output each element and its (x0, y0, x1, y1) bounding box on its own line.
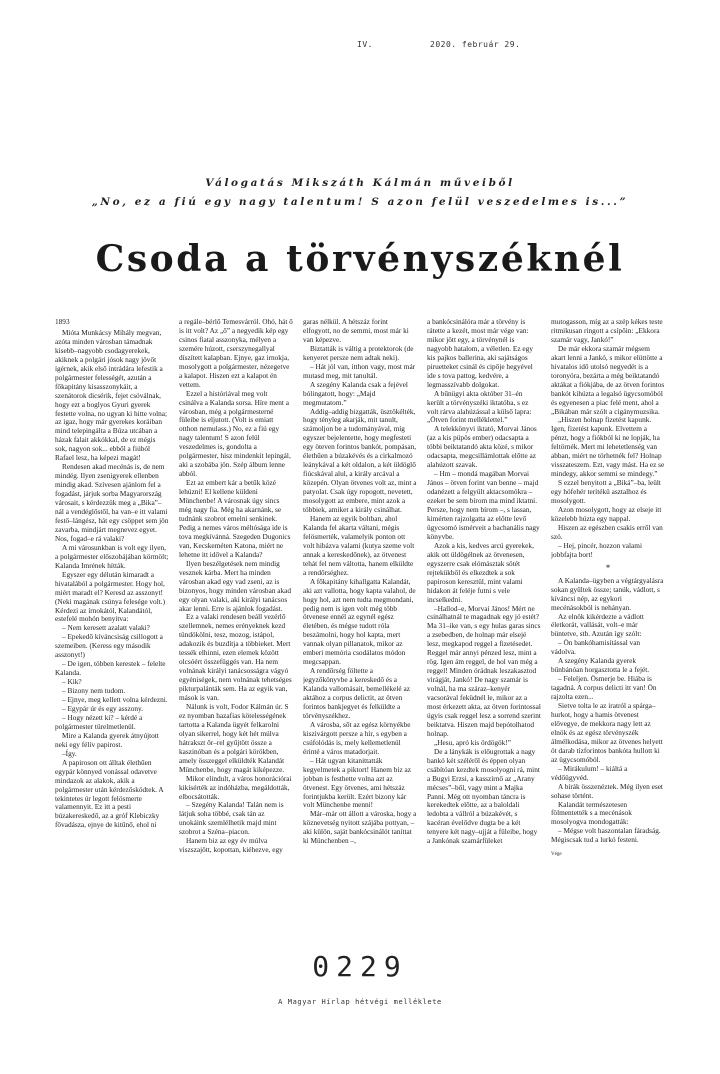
paragraph: Sietve tolta le az iratról a spárga–hurkot, hogy a hamis ötvenest elővegye, de mekkora nagy lett az elnök és az egész törvényszék álmélkodása, mikor az ötvenes helyett öt darab tízforintos bankóta hullott ki az ügycsomóból. (551, 701, 663, 764)
paragraph: Addig–addig bizgatták, üsztökélték, hogy tényleg akarják, mit tanult, számoljon be a tudományával, míg egyszer bejelentette, hogy megfesteti egy öteven forintos bankót, pompásan, élethűen a búzakévés és a cirkalmozó leánykával a két oldalon, a két üldöglő fiúcskával alul, a király arcával a közepén. Olyan ötvenes volt az, mint a patyolat. Csak úgy ropogott, nevetett, mosolygott az embere, mint azok a többiek, amiket a király csinálhat. (303, 406, 417, 515)
paragraph: – Hát jól van, itthon vagy, most már mutasd meg, mit tanultál. (303, 361, 416, 380)
article-column-1 (55, 318, 169, 930)
paragraph: – Hogy nézett ki? – kérdé a polgármester türelmetlenül. (55, 712, 143, 731)
deck-quote: „No, ez a fiú egy nagy talentum! S azon felül veszedelmes is...” (91, 196, 629, 208)
article-column-4 (427, 318, 541, 930)
paragraph: A szegény Kalanda csak a fejével bólingatott, hogy: „Majd megmutatom.” (303, 379, 408, 407)
paragraph: – Nem keresett azalatt valaki? (62, 623, 150, 633)
paragraph: A városba, sőt az egész környékbe kiszivárgott persze a hír, s egyben a csúfolódás is, mely kellemetlenül érinté a város matadorjait. (303, 719, 411, 756)
paragraph: A bűnügyi akta október 31–én került a törvényszéki iktatóba, s ez volt rárva alahúzással a külső lapra: „Ötven forint melléklettel.” (427, 388, 532, 425)
paragraph: Ezzel a históriával meg volt csinálva a Kalanda sorsa. Híre ment a városban, még a polgármesterné füleibe is eljutott. (Volt is emiatt otthon nemulass.) No, ez a fiú egy nagy talentum! S azon felül veszedelmes is, gondolta a polgármester, hisz mindenkit lepingál, aki a szobába jön. Szép álbum lenne abból. (179, 388, 291, 479)
paragraph: De már ekkora szamár mégsem akart lenni a Jankó, s mikor elüttötte a hivatalos idő utolsó negyedét is a toronyóra, bezárta a még beiktatandó aktákat a fiókjába, de az ötven forintos bankót kihúzta a legalsó ügycsomóból és egyenesen a piac felé ment, ahol a „Bikában már szólt a cigánymuzsika. (551, 343, 665, 416)
paragraph: Kalandát természetesen fölmentették s a mecénások mosolyogva mondogatták: (551, 799, 632, 827)
paragraph: „Hiszen holnap fizetést kapunk. Igen, fizetést kapunk. Elvettem a pénzt, hogy a fiókból ki ne lopják, ha feltörnék. Mert mi lehetetlenség van abban, miért ne törhetnék fel? Holnap visszateszem. Ezt, vagy mást. Ha ez se mindegy, akkor semmi se mindegy.” (551, 415, 665, 479)
paragraph: –Hallod–e, Morvai János! Mért ne csinálhatnál te magadnak egy jó estét? Ma 31–ike van, s egy hulas garas sincs a zsebedben, de holnap már elsejé lesz, megkapod reggel a fizetésedet. Reggel már annyi pénzed lesz, mint a rög. Igen ám reggel, de hol van még a reggel! Minden órádnak leszakasztod virágját, Jankó! De nagy szamár is volnál, ha ma száraz–kenyér vacsorával feküdnél le, mikor az a most érkezett akta, az ötven forintossal úgyis csak reggel lesz a sorrend szerint beiktatva. Hiszen majd bepótolhatod holnap. (427, 603, 541, 738)
paragraph: Hanem biz az egy év múlva viszszajött, kopottan, kiéhezve, egy (179, 836, 283, 855)
paragraph: – Bizony nem tudom. (62, 686, 126, 696)
article-column-3 (303, 318, 417, 930)
paragraph: – Egypár úr és egy asszony. (62, 703, 143, 713)
article-column-2 (179, 318, 293, 930)
paragraph: mutogasson, míg az a szép kékes teste ritmikusan ringott a csípőin: „Ekkora szamár vagy, Jankó!” (551, 318, 663, 344)
paragraph: Egyszer egy délután kimaradt a hivatalából a polgármester. Hogy hol, miért maradt el? Keresd az asszonyt! (Neki magának csúnya felesége volt.) Kérdezi az írnokától, Kalandától, estefelé mohón benyitva: (55, 569, 166, 624)
article-headline: Csoda a törvényszéknél (95, 238, 625, 280)
deck (0, 174, 720, 212)
issue-number: IV. (357, 40, 373, 49)
paragraph: „Hesu, apró kis ördögök!” (434, 737, 512, 747)
paragraph: A rendőrség föltette a jegyzőkönyvbe a kereskedő és a Kalanda vallomásait, bemellékelé az aktához a corpus delictit, az ötven forintos bankjegyet és felküldte a törvényszékhez. (303, 666, 410, 720)
paragraph: – Hm – mondá magában Morvai János – ötven forint van benne – majd odanézett a felgyült aktacsomókra – ezeket be sem bírom ma mind iktatni. Persze, hogy nem bírom –, s lassan, kimérten rajzolgatta az előtte levő ügycsomó ismérveit a bachanális nagy könyvbe. (427, 469, 540, 541)
paragraph: – Szegény Kalanda! Talán nem is látjuk soha többé, csak tán az unokáink szemlélhetik majd mint szobrot a Széna–piacon. (179, 800, 284, 837)
paragraph: – Hát ugyan kitanittatták kegyelmetek a piktort! Hanem biz az jobban is festhette volna azt az ötvenest. Egy ötvenes, ami hétszáz forintjukba került. Ezért bizony kár volt Münchenbe menni! (303, 755, 411, 810)
section-break-asterisk: * (605, 562, 611, 573)
paragraph: Mire a Kalanda gyerek átnyújtott neki egy félív papirost. (55, 730, 159, 749)
deck-series-title: Válogatás Mikszáth Kálmán műveiből (205, 177, 515, 189)
article-end-mark: Vége (551, 852, 562, 858)
paragraph: Azok a kis, kedves arcú gyerekek, akik ott üldögélnek az ötvenesen, egyszerre csak elómásztak sötét rejtekükből és elkezdtek a sok papiroson keresztül, mint valami hidakon át feléje futni s vele incselkedni. (427, 540, 534, 604)
paragraph: Ilyen beszélgetések nem mindig vesznek kárba. Mert ha minden városban akad egy vad zseni, az is bizonyos, hogy minden városban akad egy olyan valaki, aki királyi tanácsos akar lenni. Erre is ajánlok fogadást. (179, 558, 292, 613)
article-body (55, 318, 665, 930)
paragraph: Rendesen akad mecénás is, de nem mindég. Ilyen zsenigyerek ellenben mindig akad. Szívesen ajánlom fel a fogadást, járjuk sorba Magyarország városait, s kérdezzük meg a „Bika”–nál a vendéglőstől, ha van–e itt valami festő–lángész, hát egy csöppet sem jön zavarba, mindjárt megnevez egyet. Nos, fogad–e rá valaki? (55, 462, 169, 543)
article-year: 1893 (55, 318, 70, 326)
paragraph: A mi városunkban is volt egy ilyen, a polgármester előszobájában körmölt; Kalanda Imrének hítták. (55, 542, 169, 570)
issue-date: 2020. február 29. (430, 40, 521, 49)
paragraph: A szegény Kalanda gyerek bűnbánóan horgasztotta le a fejét. (551, 656, 650, 675)
paragraph: S ezzel benyitott a „Biká”–ba, leült egy hófehér terítékü asztalhoz és mosolygott. (551, 478, 661, 506)
paragraph: – Feleljen. Ösmerje be. Hiába is tagadná. A corpus delicti itt van! Ön rajzolta ezen... (551, 674, 657, 702)
paragraph: a bankócsinálóra már a törvény is rátette a kezét, most már vége van: mikor jött egy, a törvénynél is nagyobb hatalom, a véletlen. Ez egy kis pajkos ballerina, aki sajátságos piruetteket csinál és cipője hegyével ide s tova pattog, kedvére, a legmasszívabb dolgokat. (427, 318, 533, 389)
paragraph: – Hej, pincér, hozzon valami jobbfajta bort! (551, 540, 642, 559)
paragraph: Már–már ott állott a városka, hogy a köznevetség nyitott szájába pottyan, – aki külön, saját bankócsinálót taníttat ki Münchenben –, (303, 809, 417, 846)
paragraph: Az elnök kikérdezte a vádlott életkorát, vallását, volt–e már büntetve, stb. Azután így szólt: (551, 611, 644, 639)
paragraph: –Így. (62, 748, 77, 758)
paragraph: Azon mosolygott, hogy az elseje itt közelebb húzta egy nappal. (551, 505, 662, 523)
paragraph: garas nélkül. A hétszáz forint elfogyott, no de semmi, most már ki van képezve. (303, 318, 409, 344)
paragraph: Nálunk is volt, Fodor Kálmán úr. S ez nyomban hazafias kötelességének tartotta a Kalanda ügyét felkarolni olyan sikerrel, hogy két hét múlva hátrakszt őr–rel gyűjtött össze a kaszinóban és a polgári körökben, amely összeggel elküldték Kalandát Münchenbe, hogy magát kiképezze. (179, 701, 289, 774)
paragraph: A papiroson ott álltak élethűen egypár könnyed vonással odavetve mindazok az alakok, akik a polgármester után kérdezősködtek. A tekintetes úr legott felösmerte valamennyit. Ez itt a pesti búzakereskedő, az a gróf Klebiczky fővadásza, ejnye de kitűnő, ehol ni (55, 757, 164, 830)
paragraph: Biztatták is váltig a protektorok (de kenyeret persze nem adtak neki). (303, 343, 414, 362)
paragraph: – Mégse volt haszontalan fáradság. Mégiscsak tud a lurkó festeni. (551, 826, 661, 845)
paragraph: Ezt az embert kár a betűk közé lehúzni! El kellene küldeni Münchenbe! A városnak úgy sincs még nagy fia. Még ha akarnánk, se tudnánk szobrot emelni senkinek. Pedig a nemes város méltósága ide is tova megkívánná. Szegeden Dugonics van, Kecskeméten Katona, miért ne lehetne itt idővel a Kalanda? (179, 478, 291, 559)
paragraph: Hanem az egyik boltban, ahol Kalanda fel akarta váltani, mégis felösmerték, valamelyik ponton ott volt hibázva valami (kutya szeme volt annak a kereskedőnek), az ötvenest tehát fel nem váltotta, hanem elküldte a rendőrséghez. (303, 513, 415, 577)
paragraph: – Ön bankóhamisítással van vádolva. (551, 638, 641, 657)
article-column-5 (551, 318, 665, 930)
paragraph: A bírák összenéztek. Még ilyen eset sohase történt. (551, 781, 663, 800)
paragraph: A főkapitány kihallgatta Kalandát, aki azt vallotta, hogy kapta valahol, de hogy hol, azt nem tudta megmondani, pedig nem is igen volt még több ötvenese ennél az egynél egész életében, és mégse tudott róla beszámolni, hogy hol kapta, mert vannak olyan pillanatok, mikor az emberi memória csodálatos módon megcsappan. (303, 576, 416, 667)
paragraph: – Kik? (62, 677, 82, 687)
paragraph: De a lánykák is előugrottak a nagy bankó két széléről és éppen olyan csábítóan kezdtek mosolyogni rá, mint a Bugyi Erzsi, a kasszírnő az „Arany mécses”–ből, vagy mint a Majka Panni. Még ott nyomban táncra is kerekedtek előtte, az a baloldali ledobta a vállról a búzakévét, s kacéran évelődve dugta be a két tenyere két nagy–ujját a füleibe, hogy a Jankónak szamárfüleket (427, 746, 540, 846)
paragraph: A Kalanda–ügyben a végtárgyalásra sokan gyűltek össze; tanúk, vádlott, s kíváncsi nép, az egykori mecénásokból is nehányan. (551, 575, 664, 612)
paragraph: – Epekedő kíváncsiság csillogott a szemeiben. (Keress egy második asszonyt!) (55, 632, 163, 660)
paragraph: Mikor elindult, a város honorációrai kikísérték az indóházba, megáldották, elbocsátották. (179, 773, 292, 801)
paragraph: – Ejnye, meg kellett volna kérdezni. (62, 695, 168, 705)
paragraph: – Mirákulum! – kiáltá a védőügyvéd. (551, 763, 628, 782)
paragraph: Mióta Munkácsy Mihály megvan, azóta minden városban támadnak kisebb–nagyobb csodagyerekek, akiknek a polgári jósok nagy jövőt ígérnek, akik első intrádára lefestik a polgármester felességét, azután a főkapitány kisasszonykáit, a szenátorok dicsérik, fejet csóválnak, hogy ezt a boglyos Gyuri gyerek festette volna, no ugyan ki hitte volna; az igaz, hogy már gyerekes koráiban mind telepingálta a Búza utcában a házak falait akkókkal, de ez mégis sok, nagyon sok... ebből a fiúból Rafael lesz, ha képezi magát! (55, 327, 168, 463)
paragraph: A telekkönyvi iktató, Morvai János (az a kis püpös ember) odacsapta a többi beiktatandó akta közé, s mikor odacsapta, megcsillámlottak előtte az alahúzott szavak. (427, 424, 537, 470)
paragraph: Ez a valaki rendesen beáll vezérlő szellemnek, nemes erényeknek kezd tündökölni, tesz, mozog, istápol, adakozik és buzdítja a többieket. Mert tessék elhinni, ezen elemek között olcsóért összefüggés van. Ha nem volnának királyi tanácsosságra vágyó egyéniségek, nem volnának tehetséges pikturpalánták sem. Ha az egyik van, mások is van. (179, 612, 292, 703)
footer-supplement-name: A Magyar Hírlap hétvégi melléklete (278, 998, 442, 1006)
paragraph: – De igen, többen kerestek – felelte Kalanda. (55, 659, 166, 678)
page-number: 0229 (312, 950, 408, 983)
paragraph: Hiszen az egészben csakis erről van szó. (551, 522, 663, 541)
paragraph: a regále–bérlő Temesvárról. Ohó, hát ő is itt volt? Az „ő” a negyedik kép egy csinos fiatal asszonyka, mélyen a szemére húzott, cserszynegallyal díszített kalapban. Ejnye, gaz irnokja, mosolygott a polgármester, nézegetve a kalapot. Hiszen ezt a kalapot én vettem. (179, 318, 293, 389)
